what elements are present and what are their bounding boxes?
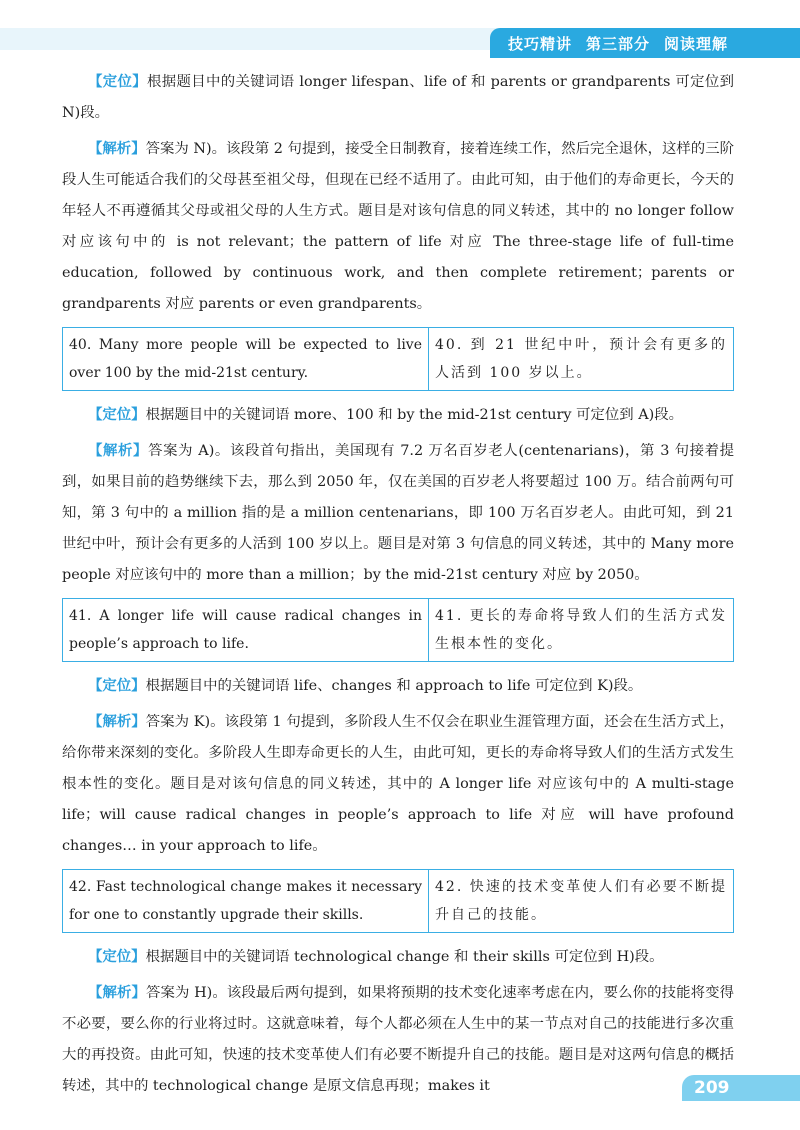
question-box-40 <box>62 327 734 391</box>
question-chinese: 42. 快速的技术变革使人们有必要不断提升自己的技能。 <box>435 879 727 923</box>
question-box-42 <box>62 869 734 933</box>
locate-paragraph <box>62 941 734 973</box>
running-header <box>490 28 800 58</box>
analysis-text: 答案为 K)。该段第 1 句提到，多阶段人生不仅会在职业生涯管理方面，还会在生活方式上，给你带来深刻的变化。多阶段人生即寿命更长的人生，由此可知，更长的寿命将导致人们的生活方式发生根本性的变化。题目是对该句信息的同义转述，其中的 A longer life 对应该句中的 A multi-stage life；will cause radical changes in people’s approach to life 对应 will have profound changes… in your approach to life。 <box>62 714 734 854</box>
page-content <box>62 66 734 1106</box>
locate-tag: 【定位】 <box>88 73 147 90</box>
analysis-tag: 【解析】 <box>88 713 146 730</box>
analysis-paragraph <box>62 133 734 320</box>
analysis-text: 答案为 A)。该段首句指出，美国现有 7.2 万名百岁老人(centenarians)，第 3 句接着提到，如果目前的趋势继续下去，那么到 2050 年，仅在美国的百岁老人将要超过 100 万。结合前两句可知，第 3 句中的 a million 指的是 a million centenarians，即 100 万名百岁老人。由此可知，到 21 世纪中叶，预计会有更多的人活到 100 岁以上。题目是对第 3 句信息的同义转述，其中的 Many more people 对应该句中的 more than a million；by the mid-21st century 对应 by 2050。 <box>62 443 734 583</box>
analysis-tag: 【解析】 <box>88 984 146 1001</box>
analysis-paragraph <box>62 977 734 1102</box>
header-topic: 阅读理解 <box>664 34 729 53</box>
question-english: 41. A longer life will cause radical changes in people’s approach to life. <box>63 599 429 661</box>
locate-paragraph <box>62 399 734 431</box>
analysis-text: 答案为 H)。该段最后两句提到，如果将预期的技术变化速率考虑在内，要么你的技能将变得不必要，要么你的行业将过时。这就意味着，每个人都必须在人生中的某一节点对自己的技能进行多次重大的再投资。由此可知，快速的技术变革使人们有必要不断提升自己的技能。题目是对这两句信息的概括转述，其中的 technological change 是原文信息再现；makes it <box>62 985 734 1094</box>
question-english: 40. Many more people will be expected to live over 100 by the mid-21st century. <box>63 328 429 390</box>
locate-text: 根据题目中的关键词语 technological change 和 their skills 可定位到 H)段。 <box>145 949 664 965</box>
analysis-paragraph <box>62 435 734 591</box>
header-section: 技巧精讲 <box>508 34 573 53</box>
locate-tag: 【定位】 <box>88 406 146 423</box>
locate-paragraph <box>62 66 734 129</box>
page-number: 209 <box>682 1075 800 1101</box>
question-box-41 <box>62 598 734 662</box>
locate-tag: 【定位】 <box>88 948 146 965</box>
analysis-paragraph <box>62 706 734 862</box>
question-english: 42. Fast technological change makes it necessary for one to constantly upgrade their skills. <box>63 870 429 932</box>
question-chinese: 40. 到 21 世纪中叶，预计会有更多的人活到 100 岁以上。 <box>435 337 727 381</box>
locate-text: 根据题目中的关键词语 longer lifespan、life of 和 parents or grandparents 可定位到 N)段。 <box>62 74 734 121</box>
analysis-tag: 【解析】 <box>88 442 149 459</box>
header-part: 第三部分 <box>586 34 651 53</box>
locate-text: 根据题目中的关键词语 more、100 和 by the mid-21st century 可定位到 A)段。 <box>145 407 684 423</box>
locate-text: 根据题目中的关键词语 life、changes 和 approach to life 可定位到 K)段。 <box>145 678 643 694</box>
question-chinese: 41. 更长的寿命将导致人们的生活方式发生根本性的变化。 <box>435 608 727 652</box>
locate-tag: 【定位】 <box>88 677 146 694</box>
locate-paragraph <box>62 670 734 702</box>
analysis-text: 答案为 N)。该段第 2 句提到，接受全日制教育，接着连续工作，然后完全退休，这样的三阶段人生可能适合我们的父母甚至祖父母，但现在已经不适用了。由此可知，由于他们的寿命更长，今天的年轻人不再遵循其父母或祖父母的人生方式。题目是对该句信息的同义转述，其中的 no longer follow 对应该句中的 is not relevant；the pattern of life 对应 The three-stage life of full-time education, followed by continuous work, and then complete retirement；parents or grandparents 对应 parents or even grandparents。 <box>62 141 734 312</box>
analysis-tag: 【解析】 <box>88 140 146 157</box>
